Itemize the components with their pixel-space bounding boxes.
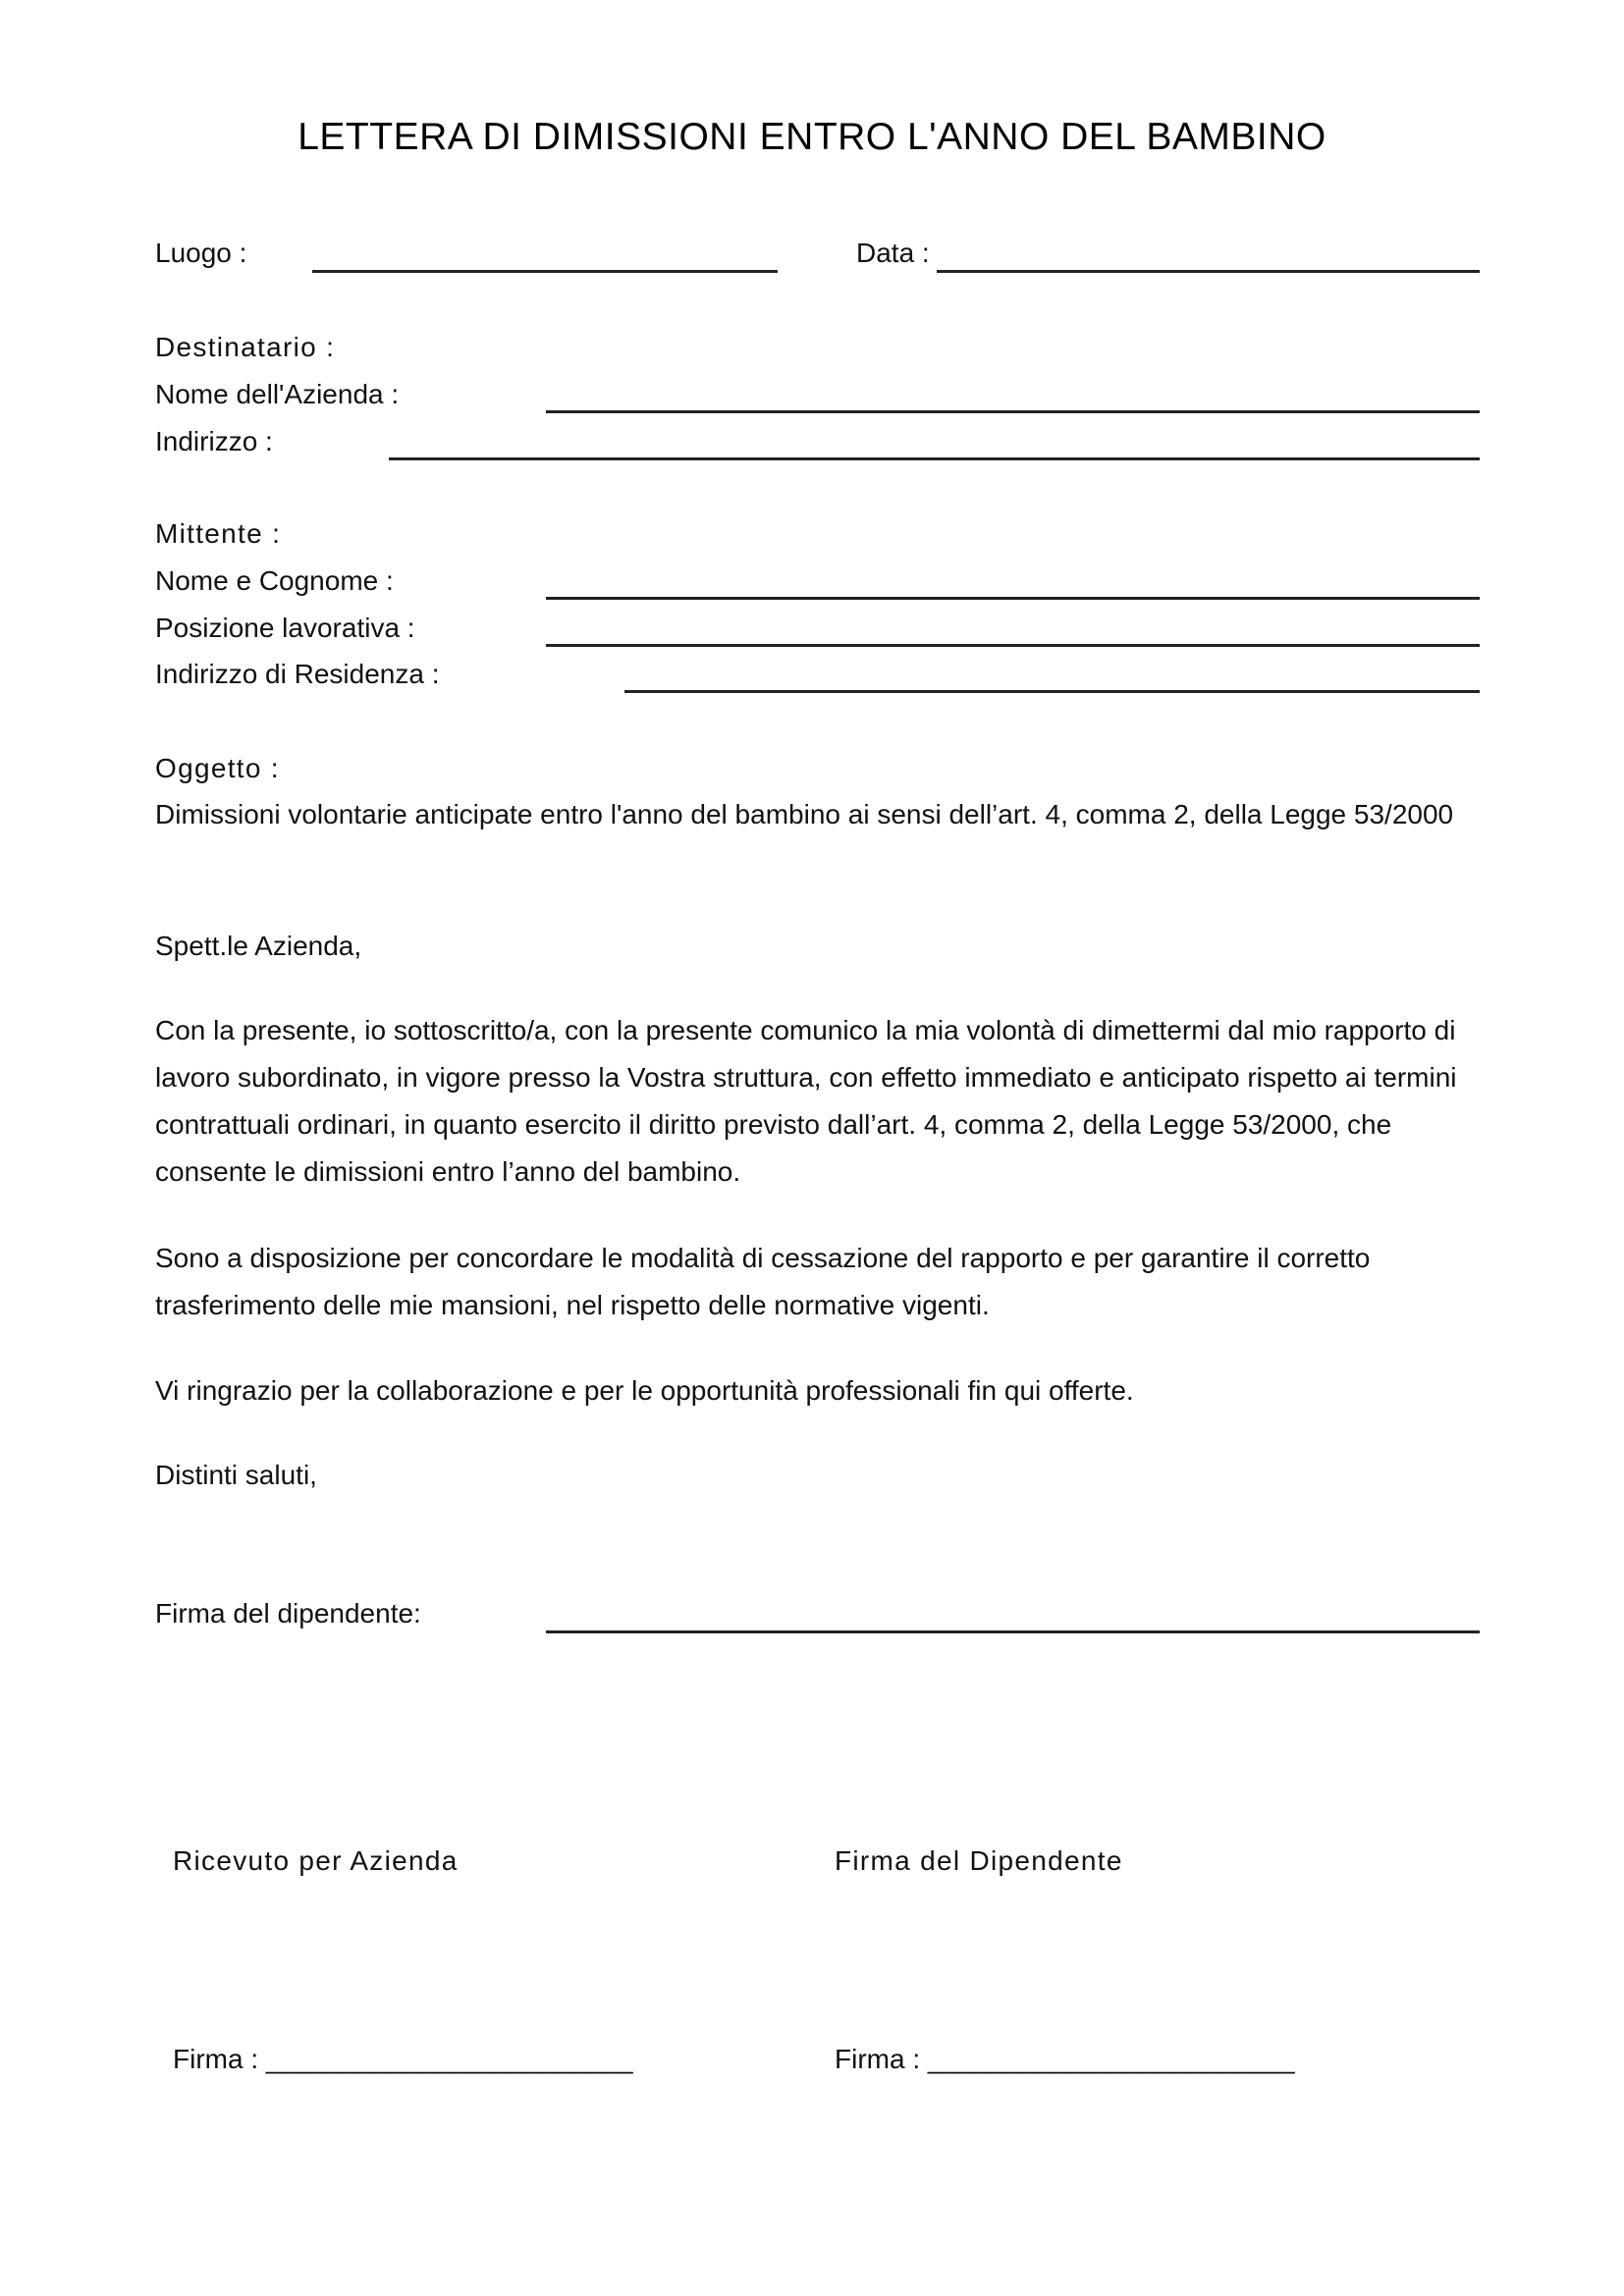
residence-address-field-line[interactable]: [624, 690, 1480, 693]
sender-name-field-line[interactable]: [546, 597, 1480, 600]
salutation: Spett.le Azienda,: [155, 931, 362, 961]
data-label: Data :: [856, 238, 930, 268]
job-position-field-line[interactable]: [546, 644, 1480, 647]
employee-signature-field-line[interactable]: [546, 1630, 1480, 1633]
company-name-field-line[interactable]: [546, 410, 1480, 413]
company-receipt-heading: Ricevuto per Azienda: [173, 1845, 459, 1876]
body-paragraph-1: Con la presente, io sottoscritto/a, con la presente comunico la mia volontà di dimettermi dal mio rapporto di lavoro subordinato, in vigore presso la Vostra struttura, con effetto immediato e anticipato rispetto ai termini contrattuali ordinari, in quanto esercito il diritto previsto dall’art. 4, comma 2, della Legge 53/2000, che consente le dimissioni entro l’anno del bambino.: [155, 1015, 1457, 1187]
employee-sign-field[interactable]: Firma : ________________________: [835, 2044, 1295, 2074]
luogo-field-line[interactable]: [312, 270, 778, 273]
residence-address-label: Indirizzo di Residenza :: [155, 659, 440, 689]
data-field-line[interactable]: [937, 270, 1480, 273]
employee-signature-label: Firma del dipendente:: [155, 1598, 421, 1629]
recipient-address-label: Indirizzo :: [155, 426, 273, 456]
luogo-label: Luogo :: [155, 238, 247, 268]
document-title: LETTERA DI DIMISSIONI ENTRO L'ANNO DEL BAMBINO: [298, 116, 1326, 158]
employee-signature-heading: Firma del Dipendente: [835, 1845, 1123, 1876]
company-name-label: Nome dell'Azienda :: [155, 379, 400, 409]
recipient-heading: Destinatario :: [155, 332, 336, 362]
job-position-label: Posizione lavorativa :: [155, 613, 415, 643]
sender-heading: Mittente :: [155, 518, 282, 549]
recipient-address-field-line[interactable]: [389, 457, 1480, 460]
body-paragraph-2: Sono a disposizione per concordare le modalità di cessazione del rapporto e per garantire il corretto trasferimento delle mie mansioni, nel rispetto delle normative vigenti.: [155, 1243, 1371, 1320]
subject-text: Dimissioni volontarie anticipate entro l'anno del bambino ai sensi dell’art. 4, comma 2, della Legge 53/2000: [155, 799, 1454, 829]
closing: Distinti saluti,: [155, 1460, 317, 1490]
subject-heading: Oggetto :: [155, 753, 280, 783]
sender-name-label: Nome e Cognome :: [155, 565, 394, 596]
body-paragraph-3: Vi ringrazio per la collaborazione e per le opportunità professionali fin qui offerte.: [155, 1375, 1134, 1406]
company-sign-field[interactable]: Firma : ________________________: [173, 2044, 633, 2074]
